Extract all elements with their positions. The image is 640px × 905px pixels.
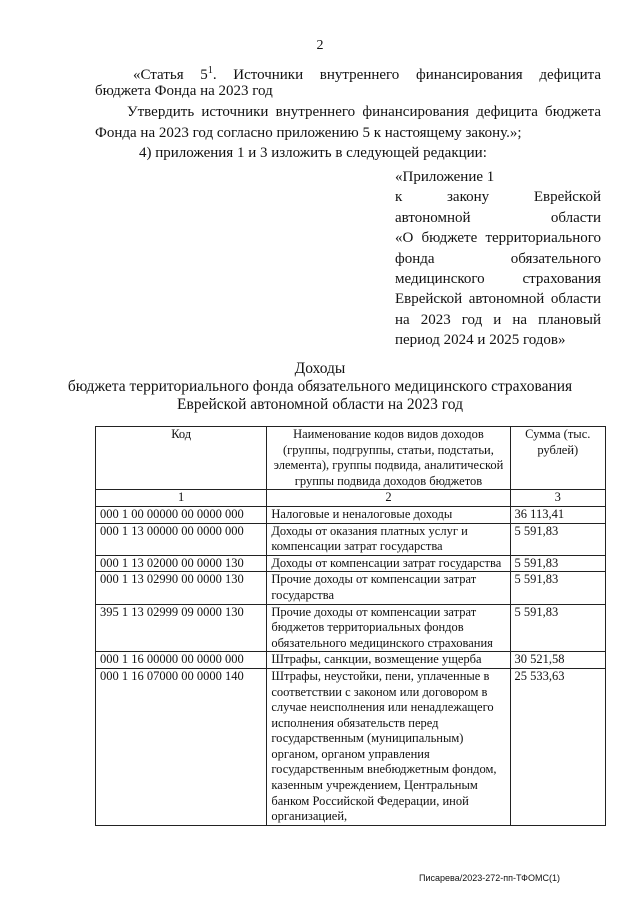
table-row (96, 572, 606, 604)
article-heading-line2: бюджета Фонда на 2023 год (95, 83, 273, 99)
row-name: Доходы от оказания платных услуг и компенсации затрат государства (267, 523, 510, 555)
row-name: Прочие доходы от компенсации затрат государства (267, 572, 510, 604)
table-title-line3: Еврейской автономной области на 2023 год (177, 396, 463, 413)
row-code: 000 1 00 00000 00 0000 000 (96, 506, 267, 523)
table-row (96, 555, 606, 572)
table-row (96, 652, 606, 669)
table-title-line2: бюджета территориального фонда обязательного медицинского страхования (67, 378, 573, 395)
document-footer: Писарева/2023-272-пп-ТФОМС(1) (419, 873, 561, 883)
appendix-line: Еврейской автономной области (395, 291, 601, 308)
row-code: 395 1 13 02999 09 0000 130 (96, 604, 267, 652)
article-heading-rest: . Источники внутреннего финансирования дефицита (212, 67, 601, 83)
column-number: 3 (510, 490, 605, 507)
row-name: Прочие доходы от компенсации затрат бюджетов территориальных фондов обязательного медицинского страхования (267, 604, 510, 652)
appendix-line: на 2023 год и на плановый (395, 311, 601, 328)
column-number-row (96, 490, 606, 507)
approve-paragraph-line2: Фонда на 2023 год согласно приложению 5 к настоящему закону.»; (95, 125, 522, 141)
row-code: 000 1 13 02000 00 0000 130 (96, 555, 267, 572)
table-title-line1: Доходы (294, 360, 346, 377)
appendix-line: фонда обязательного (395, 250, 601, 267)
row-name: Штрафы, неустойки, пени, уплаченные в соответствии с законом или договором в случае неисполнения или ненадлежащего исполнения обязательств перед государственным (муниципальным) органом, органом управления государственным внебюджетным фондом, казенным учреждением, Центральным банком Российской Федерации, иной организацией, (267, 668, 510, 825)
article-heading-start: «Статья 5 (133, 67, 208, 83)
revenue-table (95, 426, 606, 826)
row-sum: 30 521,58 (510, 652, 605, 669)
row-code: 000 1 16 00000 00 0000 000 (96, 652, 267, 669)
table-header-row (96, 427, 606, 490)
header-code: Код (96, 427, 267, 490)
row-sum: 5 591,83 (510, 604, 605, 652)
appendix-header (395, 167, 601, 351)
table-row (96, 506, 606, 523)
table-row (96, 523, 606, 555)
appendix-line: «О бюджете территориального (395, 230, 601, 247)
appendix-line: «Приложение 1 (395, 169, 495, 185)
row-sum: 25 533,63 (510, 668, 605, 825)
row-name: Налоговые и неналоговые доходы (267, 506, 510, 523)
table-row (96, 668, 606, 825)
appendix-line: период 2024 и 2025 годов» (395, 332, 566, 349)
table-row (96, 604, 606, 652)
header-name: Наименование кодов видов доходов (группы, подгруппы, статьи, подстатьи, элемента), группы подвида, аналитической группы подвида доходов бюджетов (267, 427, 510, 490)
row-sum: 36 113,41 (510, 506, 605, 523)
page-number: 2 (316, 38, 324, 53)
column-number: 2 (267, 490, 510, 507)
row-code: 000 1 13 02990 00 0000 130 (96, 572, 267, 604)
approve-paragraph-line1: Утвердить источники внутреннего финансирования дефицита бюджета (127, 104, 601, 120)
appendix-line: автономной области (395, 209, 601, 226)
header-sum: Сумма (тыс. рублей) (510, 427, 605, 490)
row-code: 000 1 13 00000 00 0000 000 (96, 523, 267, 555)
row-name: Штрафы, санкции, возмещение ущерба (267, 652, 510, 669)
appendix-line: к закону Еврейской (395, 189, 601, 206)
row-code: 000 1 16 07000 00 0000 140 (96, 668, 267, 825)
article-superscript: 1 (207, 65, 213, 76)
row-sum: 5 591,83 (510, 555, 605, 572)
row-sum: 5 591,83 (510, 523, 605, 555)
column-number: 1 (96, 490, 267, 507)
row-name: Доходы от компенсации затрат государства (267, 555, 510, 572)
appendix-line: медицинского страхования (395, 271, 601, 288)
item-4-paragraph: 4) приложения 1 и 3 изложить в следующей редакции: (139, 145, 487, 161)
row-sum: 5 591,83 (510, 572, 605, 604)
